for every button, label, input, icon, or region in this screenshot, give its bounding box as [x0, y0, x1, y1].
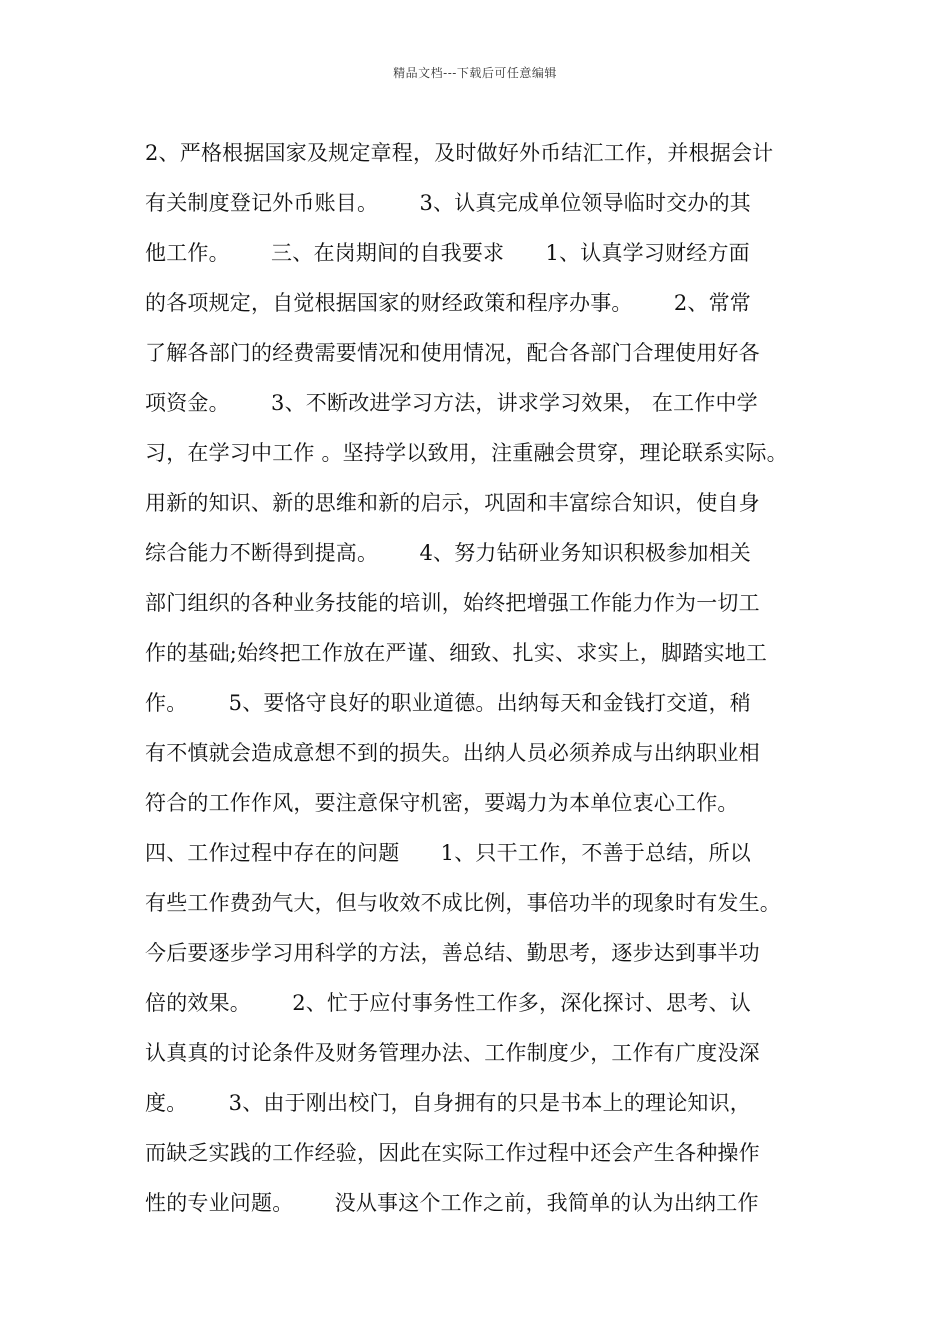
text-line: 有关制度登记外币账目。 3、认真完成单位领导临时交办的其	[145, 191, 752, 215]
text-line: 符合的工作作风，要注意保守机密，要竭力为本单位衷心工作。	[145, 791, 739, 815]
text-line: 倍的效果。 2、忙于应付事务性工作多，深化探讨、思考、认	[145, 991, 752, 1015]
page-header: 精品文档---下载后可任意编辑	[393, 66, 557, 80]
text-line: 2、严格根据国家及规定章程，及时做好外币结汇工作，并根据会计	[145, 141, 774, 165]
text-line: 作的基础;始终把工作放在严谨、细致、扎实、求实上，脚踏实地工	[145, 641, 768, 665]
text-line: 部门组织的各种业务技能的培训，始终把增强工作能力作为一切工	[145, 591, 760, 615]
text-line: 认真真的讨论条件及财务管理办法、工作制度少，工作有广度没深	[145, 1041, 760, 1065]
text-line: 他工作。 三、在岗期间的自我要求 1、认真学习财经方面	[145, 241, 750, 265]
text-line: 有不慎就会造成意想不到的损失。出纳人员必须养成与出纳职业相	[145, 741, 760, 765]
text-line: 综合能力不断得到提高。 4、努力钻研业务知识积极参加相关	[145, 541, 752, 565]
text-line: 项资金。 3、不断改进学习方法，讲求学习效果， 在工作中学	[145, 391, 758, 415]
text-line: 性的专业问题。 没从事这个工作之前，我简单的认为出纳工作	[145, 1191, 759, 1215]
text-line: 用新的知识、新的思维和新的启示，巩固和丰富综合知识，使自身	[145, 491, 760, 515]
text-line: 的各项规定，自觉根据国家的财经政策和程序办事。 2、常常	[145, 291, 752, 315]
text-line: 度。 3、由于刚出校门，自身拥有的只是书本上的理论知识，	[145, 1091, 752, 1115]
text-line: 今后要逐步学习用科学的方法，善总结、勤思考，逐步达到事半功	[145, 941, 760, 965]
text-line: 作。 5、要恪守良好的职业道德。出纳每天和金钱打交道，稍	[145, 691, 752, 715]
text-line: 习，在学习中工作 。坚持学以致用，注重融会贯穿，理论联系实际。	[145, 441, 788, 465]
text-line: 有些工作费劲气大，但与收效不成比例，事倍功半的现象时有发生。	[145, 891, 781, 915]
body-text	[145, 128, 825, 1228]
text-line: 而缺乏实践的工作经验，因此在实际工作过程中还会产生各种操作	[145, 1141, 760, 1165]
text-line: 四、工作过程中存在的问题 1、只干工作，不善于总结，所以	[145, 841, 752, 865]
text-line: 了解各部门的经费需要情况和使用情况，配合各部门合理使用好各	[145, 341, 760, 365]
